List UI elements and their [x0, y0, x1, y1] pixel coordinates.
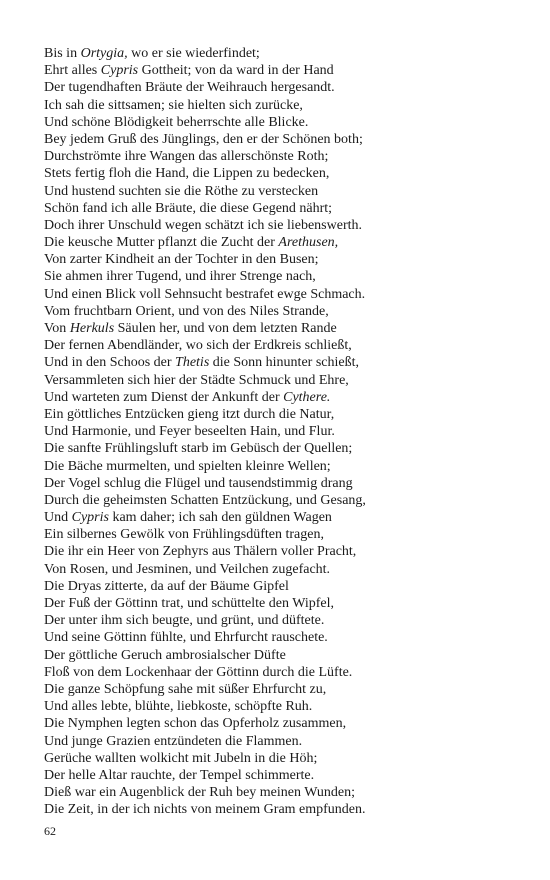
poem-line	[44, 423, 524, 440]
line-text: Die ihr ein Heer von Zephyrs aus Thälern voller Pracht,	[44, 544, 357, 560]
line-text: Doch ihrer Unschuld wegen schätzt ich sie liebenswerth.	[44, 217, 363, 233]
italic-name: Cypris	[100, 63, 139, 79]
poem-line	[44, 750, 524, 767]
poem-line	[44, 200, 524, 217]
line-text: Und schöne Blödigkeit beherrschte alle Blicke.	[44, 114, 309, 130]
line-text: Und alles lebte, blühte, liebkoste, schöpfte Ruh.	[44, 699, 313, 715]
line-text: Die Nymphen legten schon das Opferholz zusammen,	[44, 716, 347, 732]
line-text: Die sanfte Frühlingsluft starb im Gebüsch der Quellen;	[44, 441, 353, 457]
italic-name: Thetis	[175, 355, 210, 371]
poem-line	[44, 79, 524, 96]
line-text: Durch die geheimsten Schatten Entzückung, und Gesang,	[44, 492, 366, 508]
poem-line	[44, 165, 524, 182]
poem-line	[44, 698, 524, 715]
poem-line	[44, 767, 524, 784]
poem-line	[44, 612, 524, 629]
poem-line	[44, 784, 524, 801]
poem-line	[44, 681, 524, 698]
poem-line	[44, 97, 524, 114]
italic-name: Cypris	[71, 510, 109, 526]
poem-line	[44, 286, 524, 303]
poem-line	[44, 733, 524, 750]
line-text: Ein göttliches Entzücken gieng itzt durch die Natur,	[44, 406, 335, 422]
line-text: Stets fertig floh die Hand, die Lippen zu bedecken,	[44, 166, 330, 182]
line-text: Der unter ihm sich beugte, und grünt, und düftete.	[44, 613, 325, 629]
poem-line	[44, 492, 524, 509]
line-text: Von	[44, 321, 70, 336]
line-text: Der helle Altar rauchte, der Tempel schimmerte.	[44, 767, 315, 783]
line-text: Der göttliche Geruch ambrosialscher Düfte	[44, 647, 286, 663]
line-text: die Sonn hinunter schießt,	[209, 355, 359, 371]
poem-line	[44, 45, 524, 62]
line-text: Und einen Blick voll Sehnsucht bestrafet ewge Schmach.	[44, 286, 366, 302]
poem-line	[44, 458, 524, 475]
poem-line	[44, 303, 524, 320]
poem-line	[44, 268, 524, 285]
poem-line	[44, 664, 524, 681]
line-text: Gottheit; von da ward in der Hand	[138, 63, 334, 79]
line-text: Vom fruchtbarn Orient, und von des Niles Strande,	[44, 303, 329, 319]
poem-line	[44, 595, 524, 612]
poem-line	[44, 234, 524, 251]
line-text: Und Harmonie, und Feyer beseelten Hain, und Flur.	[44, 424, 335, 440]
italic-name: Arethusen,	[278, 235, 339, 251]
poem-line	[44, 372, 524, 389]
italic-name: Ortygia,	[80, 46, 128, 61]
line-text: Und	[44, 510, 72, 526]
line-text: Der Vogel schlug die Flügel und tausendstimmig drang	[44, 475, 353, 491]
poem-line	[44, 406, 524, 423]
line-text: Und seine Göttinn fühlte, und Ehrfurcht rauschete.	[44, 630, 328, 646]
line-text: Der tugendhaften Bräute der Weihrauch hergesandt.	[44, 80, 335, 96]
poem-line	[44, 354, 524, 371]
line-text: Die Zeit, in der ich nichts von meinem Gram empfunden.	[44, 802, 366, 818]
line-text: Säulen her, und von dem letzten Rande	[114, 321, 337, 336]
italic-name: Cythere.	[283, 389, 331, 405]
poem-line	[44, 578, 524, 595]
poem-line	[44, 337, 524, 354]
line-text: Bis in	[44, 46, 81, 61]
line-text: Die keusche Mutter pflanzt die Zucht der	[44, 235, 279, 251]
line-text: Die ganze Schöpfung sahe mit süßer Ehrfurcht zu,	[44, 681, 327, 697]
line-text: Bey jedem Gruß des Jünglings, den er der Schönen both;	[44, 131, 363, 147]
poem-line	[44, 629, 524, 646]
poem-text	[44, 45, 524, 818]
poem-line	[44, 389, 524, 406]
line-text: Ein silbernes Gewölk von Frühlingsdüften tragen,	[44, 527, 324, 543]
line-text: Und warteten zum Dienst der Ankunft der	[44, 389, 284, 405]
line-text: Ich sah die sittsamen; sie hielten sich zurücke,	[44, 97, 303, 113]
line-text: Durchströmte ihre Wangen das allerschönste Roth;	[44, 149, 329, 165]
line-text: kam daher; ich sah den güldnen Wagen	[108, 510, 332, 526]
poem-line	[44, 62, 524, 79]
line-text: Die Dryas zitterte, da auf der Bäume Gipfel	[44, 578, 289, 594]
page-number: 62	[44, 824, 56, 838]
line-text: Von zarter Kindheit an der Tochter in den Busen;	[44, 252, 319, 268]
poem-line	[44, 543, 524, 560]
line-text: Floß von dem Lockenhaar der Göttinn durch die Lüfte.	[44, 664, 353, 680]
poem-line	[44, 561, 524, 578]
poem-line	[44, 217, 524, 234]
poem-line	[44, 148, 524, 165]
line-text: Ehrt alles	[44, 63, 101, 79]
line-text: Versammleten sich hier der Städte Schmuck und Ehre,	[44, 372, 349, 388]
line-text: Gerüche wallten wolkicht mit Jubeln in die Höh;	[44, 750, 318, 766]
poem-line	[44, 647, 524, 664]
poem-line	[44, 251, 524, 268]
poem-line	[44, 320, 524, 337]
poem-line	[44, 114, 524, 131]
poem-line	[44, 509, 524, 526]
line-text: Sie ahmen ihrer Tugend, und ihrer Strenge nach,	[44, 269, 316, 285]
line-text: Und in den Schoos der	[44, 355, 176, 371]
poem-line	[44, 131, 524, 148]
line-text: Und junge Grazien entzündeten die Flammen.	[44, 733, 303, 749]
line-text: Von Rosen, und Jesminen, und Veilchen zugefacht.	[44, 561, 331, 577]
poem-line	[44, 526, 524, 543]
line-text: Der Fuß der Göttinn trat, und schüttelte den Wipfel,	[44, 596, 335, 611]
poem-line	[44, 475, 524, 492]
line-text: Dieß war ein Augenblick der Ruh bey meinen Wunden;	[44, 785, 355, 801]
italic-name: Herkuls	[69, 321, 115, 336]
line-text: Die Bäche murmelten, und spielten kleinre Wellen;	[44, 458, 331, 474]
poem-line	[44, 801, 524, 818]
line-text: Schön fand ich alle Bräute, die diese Gegend nährt;	[44, 200, 333, 216]
line-text: Und hustend suchten sie die Röthe zu verstecken	[44, 183, 319, 199]
poem-line	[44, 715, 524, 732]
poem-line	[44, 183, 524, 200]
poem-line	[44, 440, 524, 457]
line-text: wo er sie wiederfindet;	[127, 46, 260, 61]
line-text: Der fernen Abendländer, wo sich der Erdkreis schließt,	[44, 338, 352, 354]
